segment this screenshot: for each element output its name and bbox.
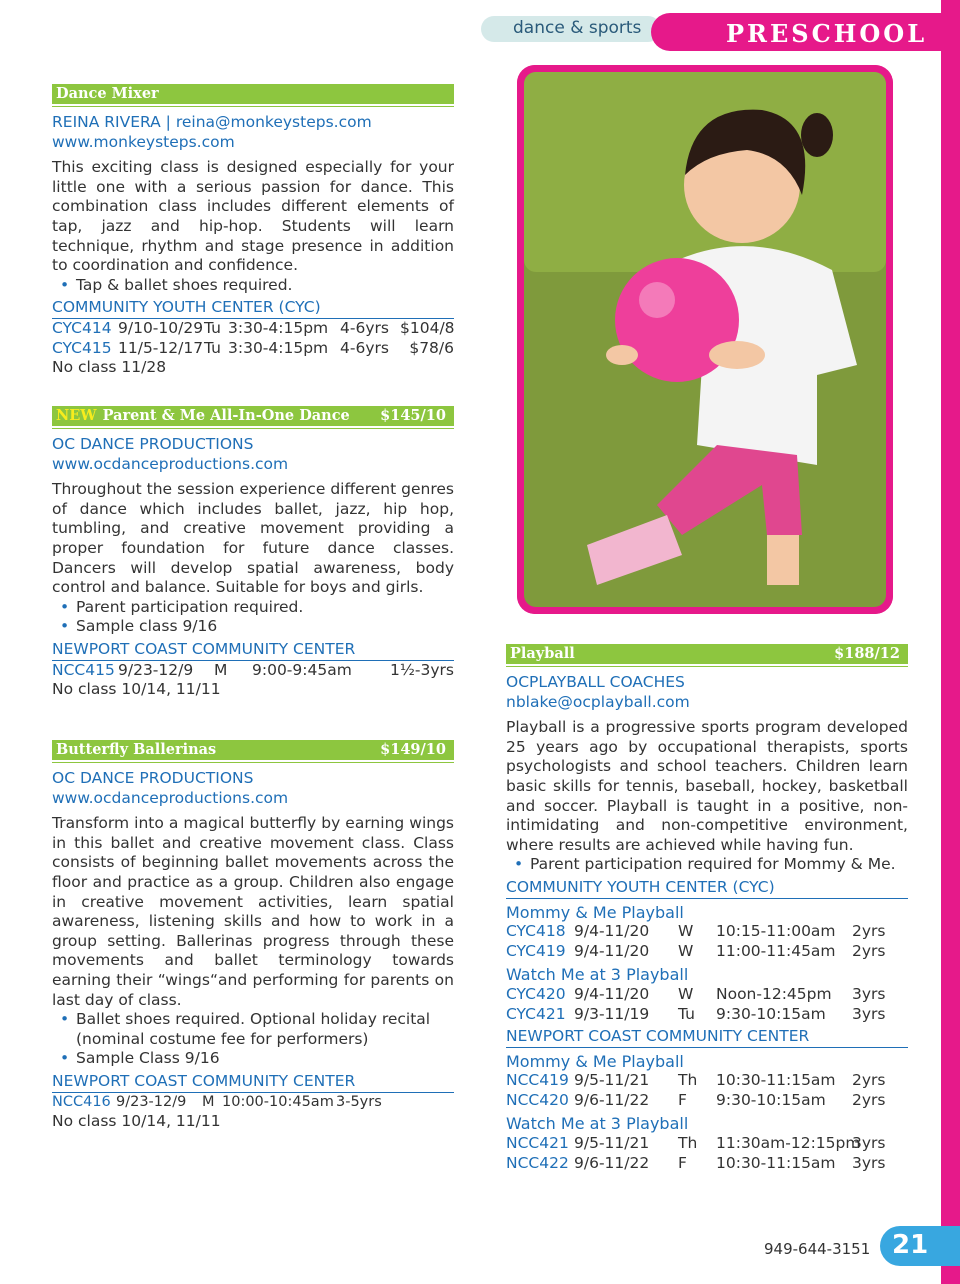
dance-mixer-website[interactable]: www.monkeysteps.com bbox=[52, 132, 235, 151]
session-dates: 9/23-12/9 bbox=[118, 660, 194, 679]
session-row bbox=[52, 339, 454, 359]
session-time: 10:15-11:00am bbox=[716, 922, 836, 941]
session-dates: 9/3-11/19 bbox=[574, 1004, 650, 1023]
session-day: M bbox=[214, 660, 228, 679]
session-row bbox=[506, 1134, 908, 1154]
butterfly-title: Butterfly Ballerinas bbox=[56, 741, 217, 758]
session-ages: 4-6yrs bbox=[340, 318, 389, 337]
parent-me-note: No class 10/14, 11/11 bbox=[52, 680, 221, 699]
program-heading: Watch Me at 3 Playball bbox=[506, 1114, 689, 1134]
playball-header bbox=[506, 644, 908, 667]
bullet-item: • Sample Class 9/16 bbox=[52, 1049, 454, 1069]
page-edge-stripe bbox=[941, 0, 960, 1284]
section-label: PRESCHOOL bbox=[726, 19, 928, 48]
dance-mixer-header bbox=[52, 84, 454, 107]
session-ages: 2yrs bbox=[852, 922, 886, 941]
parent-me-description: Throughout the session experience different genres of dance which includes ballet, jazz, hip hop, tumbling, and creative movement providing a proper foundation for future dance classes. Dancers will develop spatial awareness, body control and balance. Suitable for boys and girls. bbox=[52, 480, 454, 597]
butterfly-description: Transform into a magical butterfly by earning wings in this ballet and creative movement class. Class consists of beginning ballet movements across the floor and practice as a group. Children also engage in creative movement activities, learn spatial awareness, listening skills and how to work in a group setting. Ballerinas progress through these movements and ballet terminology towards earning their “wings“and performing for parents on last day of class. bbox=[52, 814, 454, 1009]
parent-me-header bbox=[52, 406, 454, 429]
session-time: 10:00-10:45am bbox=[222, 1093, 334, 1110]
session-day: W bbox=[678, 941, 694, 960]
session-time: Noon-12:45pm bbox=[716, 984, 832, 1003]
session-ages: 2yrs bbox=[852, 1090, 886, 1109]
session-row bbox=[506, 985, 908, 1005]
session-day: Th bbox=[678, 1134, 698, 1153]
bullet-item: • Tap & ballet shoes required. bbox=[52, 276, 454, 296]
girl-playing-ball-photo bbox=[517, 65, 893, 614]
program-heading: Mommy & Me Playball bbox=[506, 1051, 684, 1071]
butterfly-price: $149/10 bbox=[380, 741, 446, 758]
playball-price: $188/12 bbox=[834, 645, 900, 662]
session-time: 3:30-4:15pm bbox=[228, 338, 329, 357]
session-day: W bbox=[678, 922, 694, 941]
program-heading: Mommy & Me Playball bbox=[506, 902, 684, 922]
session-row bbox=[506, 922, 908, 942]
session-code: CYC419 bbox=[506, 941, 566, 960]
session-time: 10:30-11:15am bbox=[716, 1071, 836, 1090]
session-row bbox=[506, 1154, 908, 1174]
session-ages: 4-6yrs bbox=[340, 338, 389, 357]
page-number: 21 bbox=[892, 1230, 929, 1260]
bullet-item: • Parent participation required for Mommy & Me. bbox=[506, 855, 908, 875]
session-dates: 9/4-11/20 bbox=[574, 984, 650, 1003]
page-number-tab bbox=[880, 1226, 960, 1266]
session-code: CYC421 bbox=[506, 1004, 566, 1023]
session-time: 9:00-9:45am bbox=[252, 660, 352, 679]
session-time: 10:30-11:15am bbox=[716, 1153, 836, 1172]
session-row bbox=[52, 661, 454, 681]
session-ages: 3yrs bbox=[852, 1004, 886, 1023]
session-code: NCC415 bbox=[52, 660, 115, 679]
session-day: Tu bbox=[204, 318, 221, 337]
session-dates: 9/5-11/21 bbox=[574, 1071, 650, 1090]
section-tab bbox=[651, 13, 960, 51]
session-day: Tu bbox=[204, 338, 221, 357]
location-heading: NEWPORT COAST COMMUNITY CENTER bbox=[506, 1027, 908, 1048]
footer-phone: 949-644-3151 bbox=[764, 1240, 871, 1258]
butterfly-note: No class 10/14, 11/11 bbox=[52, 1112, 221, 1131]
playball-title: Playball bbox=[510, 645, 575, 662]
session-dates: 9/5-11/21 bbox=[574, 1134, 650, 1153]
butterfly-header bbox=[52, 740, 454, 763]
category-tab bbox=[481, 16, 661, 42]
playball-listing bbox=[506, 644, 908, 1173]
session-dates: 9/4-11/20 bbox=[574, 941, 650, 960]
session-code: NCC422 bbox=[506, 1153, 569, 1172]
session-code: CYC414 bbox=[52, 318, 112, 337]
session-fee: $78/6 bbox=[409, 338, 454, 357]
new-badge: NEW bbox=[56, 407, 97, 424]
session-code: CYC420 bbox=[506, 984, 566, 1003]
session-row bbox=[506, 1005, 908, 1025]
category-label: dance & sports bbox=[513, 18, 642, 38]
session-time: 3:30-4:15pm bbox=[228, 318, 329, 337]
parent-me-title: Parent & Me All-In-One Dance bbox=[102, 407, 350, 424]
session-dates: 9/6-11/22 bbox=[574, 1153, 650, 1172]
session-dates: 9/4-11/20 bbox=[574, 922, 650, 941]
session-dates: 11/5-12/17 bbox=[118, 338, 204, 357]
parent-me-provider: OC DANCE PRODUCTIONS bbox=[52, 435, 254, 453]
session-ages: 3yrs bbox=[852, 1134, 886, 1153]
parent-me-location: NEWPORT COAST COMMUNITY CENTER bbox=[52, 640, 454, 661]
session-code: CYC415 bbox=[52, 338, 112, 357]
parent-me-listing bbox=[52, 406, 454, 700]
session-day: Tu bbox=[678, 1004, 695, 1023]
playball-description: Playball is a progressive sports program developed 25 years ago by occupational therapists, sports psychologists and school teachers. Children learn basic skills for tennis, baseball, hockey, basketball and soccer. Playball is taught in a positive, non-intimidating and non-competitive environment, where results are achieved while having fun. bbox=[506, 718, 908, 854]
session-dates: 9/6-11/22 bbox=[574, 1090, 650, 1109]
session-ages: 3yrs bbox=[852, 1153, 886, 1172]
session-day: F bbox=[678, 1090, 687, 1109]
parent-me-price: $145/10 bbox=[380, 407, 446, 424]
butterfly-website[interactable]: www.ocdanceproductions.com bbox=[52, 788, 289, 807]
dance-mixer-title: Dance Mixer bbox=[56, 85, 159, 102]
playball-email[interactable]: nblake@ocplayball.com bbox=[506, 692, 690, 711]
session-day: M bbox=[202, 1093, 215, 1110]
session-dates: 9/10-10/29 bbox=[118, 318, 204, 337]
dance-mixer-location: COMMUNITY YOUTH CENTER (CYC) bbox=[52, 298, 454, 319]
butterfly-listing bbox=[52, 740, 454, 1132]
program-heading: Watch Me at 3 Playball bbox=[506, 965, 689, 985]
session-ages: 1½-3yrs bbox=[390, 660, 454, 679]
session-row bbox=[506, 942, 908, 962]
butterfly-location: NEWPORT COAST COMMUNITY CENTER bbox=[52, 1072, 454, 1093]
session-row bbox=[506, 1091, 908, 1111]
parent-me-website[interactable]: www.ocdanceproductions.com bbox=[52, 454, 289, 473]
session-row bbox=[52, 1093, 454, 1113]
session-row bbox=[52, 319, 454, 339]
photo-illustration bbox=[517, 65, 893, 614]
session-ages: 2yrs bbox=[852, 941, 886, 960]
bullet-item: • Parent participation required. bbox=[52, 598, 454, 618]
bullet-item: • Ballet shoes required. Optional holiday recital (nominal costume fee for performers) bbox=[52, 1010, 454, 1049]
dance-mixer-description: This exciting class is designed especially for your little one with a serious passion for dance. This combination class includes different elements of tap, jazz and hip-hop. Students will learn technique, rhythm and stage presence in addition to coordination and confidence. bbox=[52, 158, 454, 275]
butterfly-provider: OC DANCE PRODUCTIONS bbox=[52, 769, 254, 787]
dance-mixer-contact[interactable]: REINA RIVERA | reina@monkeysteps.com bbox=[52, 113, 372, 131]
session-time: 9:30-10:15am bbox=[716, 1090, 826, 1109]
session-day: W bbox=[678, 984, 694, 1003]
session-time: 11:30am-12:15pm bbox=[716, 1134, 861, 1153]
session-code: NCC419 bbox=[506, 1071, 569, 1090]
session-day: Th bbox=[678, 1071, 698, 1090]
session-code: NCC421 bbox=[506, 1134, 569, 1153]
session-code: NCC420 bbox=[506, 1090, 569, 1109]
session-ages: 3yrs bbox=[852, 984, 886, 1003]
dance-mixer-note: No class 11/28 bbox=[52, 358, 167, 377]
bullet-item: • Sample class 9/16 bbox=[52, 617, 454, 637]
session-day: F bbox=[678, 1153, 687, 1172]
session-row bbox=[506, 1071, 908, 1091]
session-ages: 3-5yrs bbox=[336, 1093, 382, 1110]
session-time: 11:00-11:45am bbox=[716, 941, 836, 960]
session-fee: $104/8 bbox=[400, 318, 455, 337]
dance-mixer-listing bbox=[52, 84, 454, 378]
location-heading: COMMUNITY YOUTH CENTER (CYC) bbox=[506, 878, 908, 899]
session-code: NCC416 bbox=[52, 1093, 111, 1110]
session-time: 9:30-10:15am bbox=[716, 1004, 826, 1023]
session-ages: 2yrs bbox=[852, 1071, 886, 1090]
playball-provider: OCPLAYBALL COACHES bbox=[506, 673, 685, 691]
session-dates: 9/23-12/9 bbox=[116, 1093, 187, 1110]
session-code: CYC418 bbox=[506, 922, 566, 941]
